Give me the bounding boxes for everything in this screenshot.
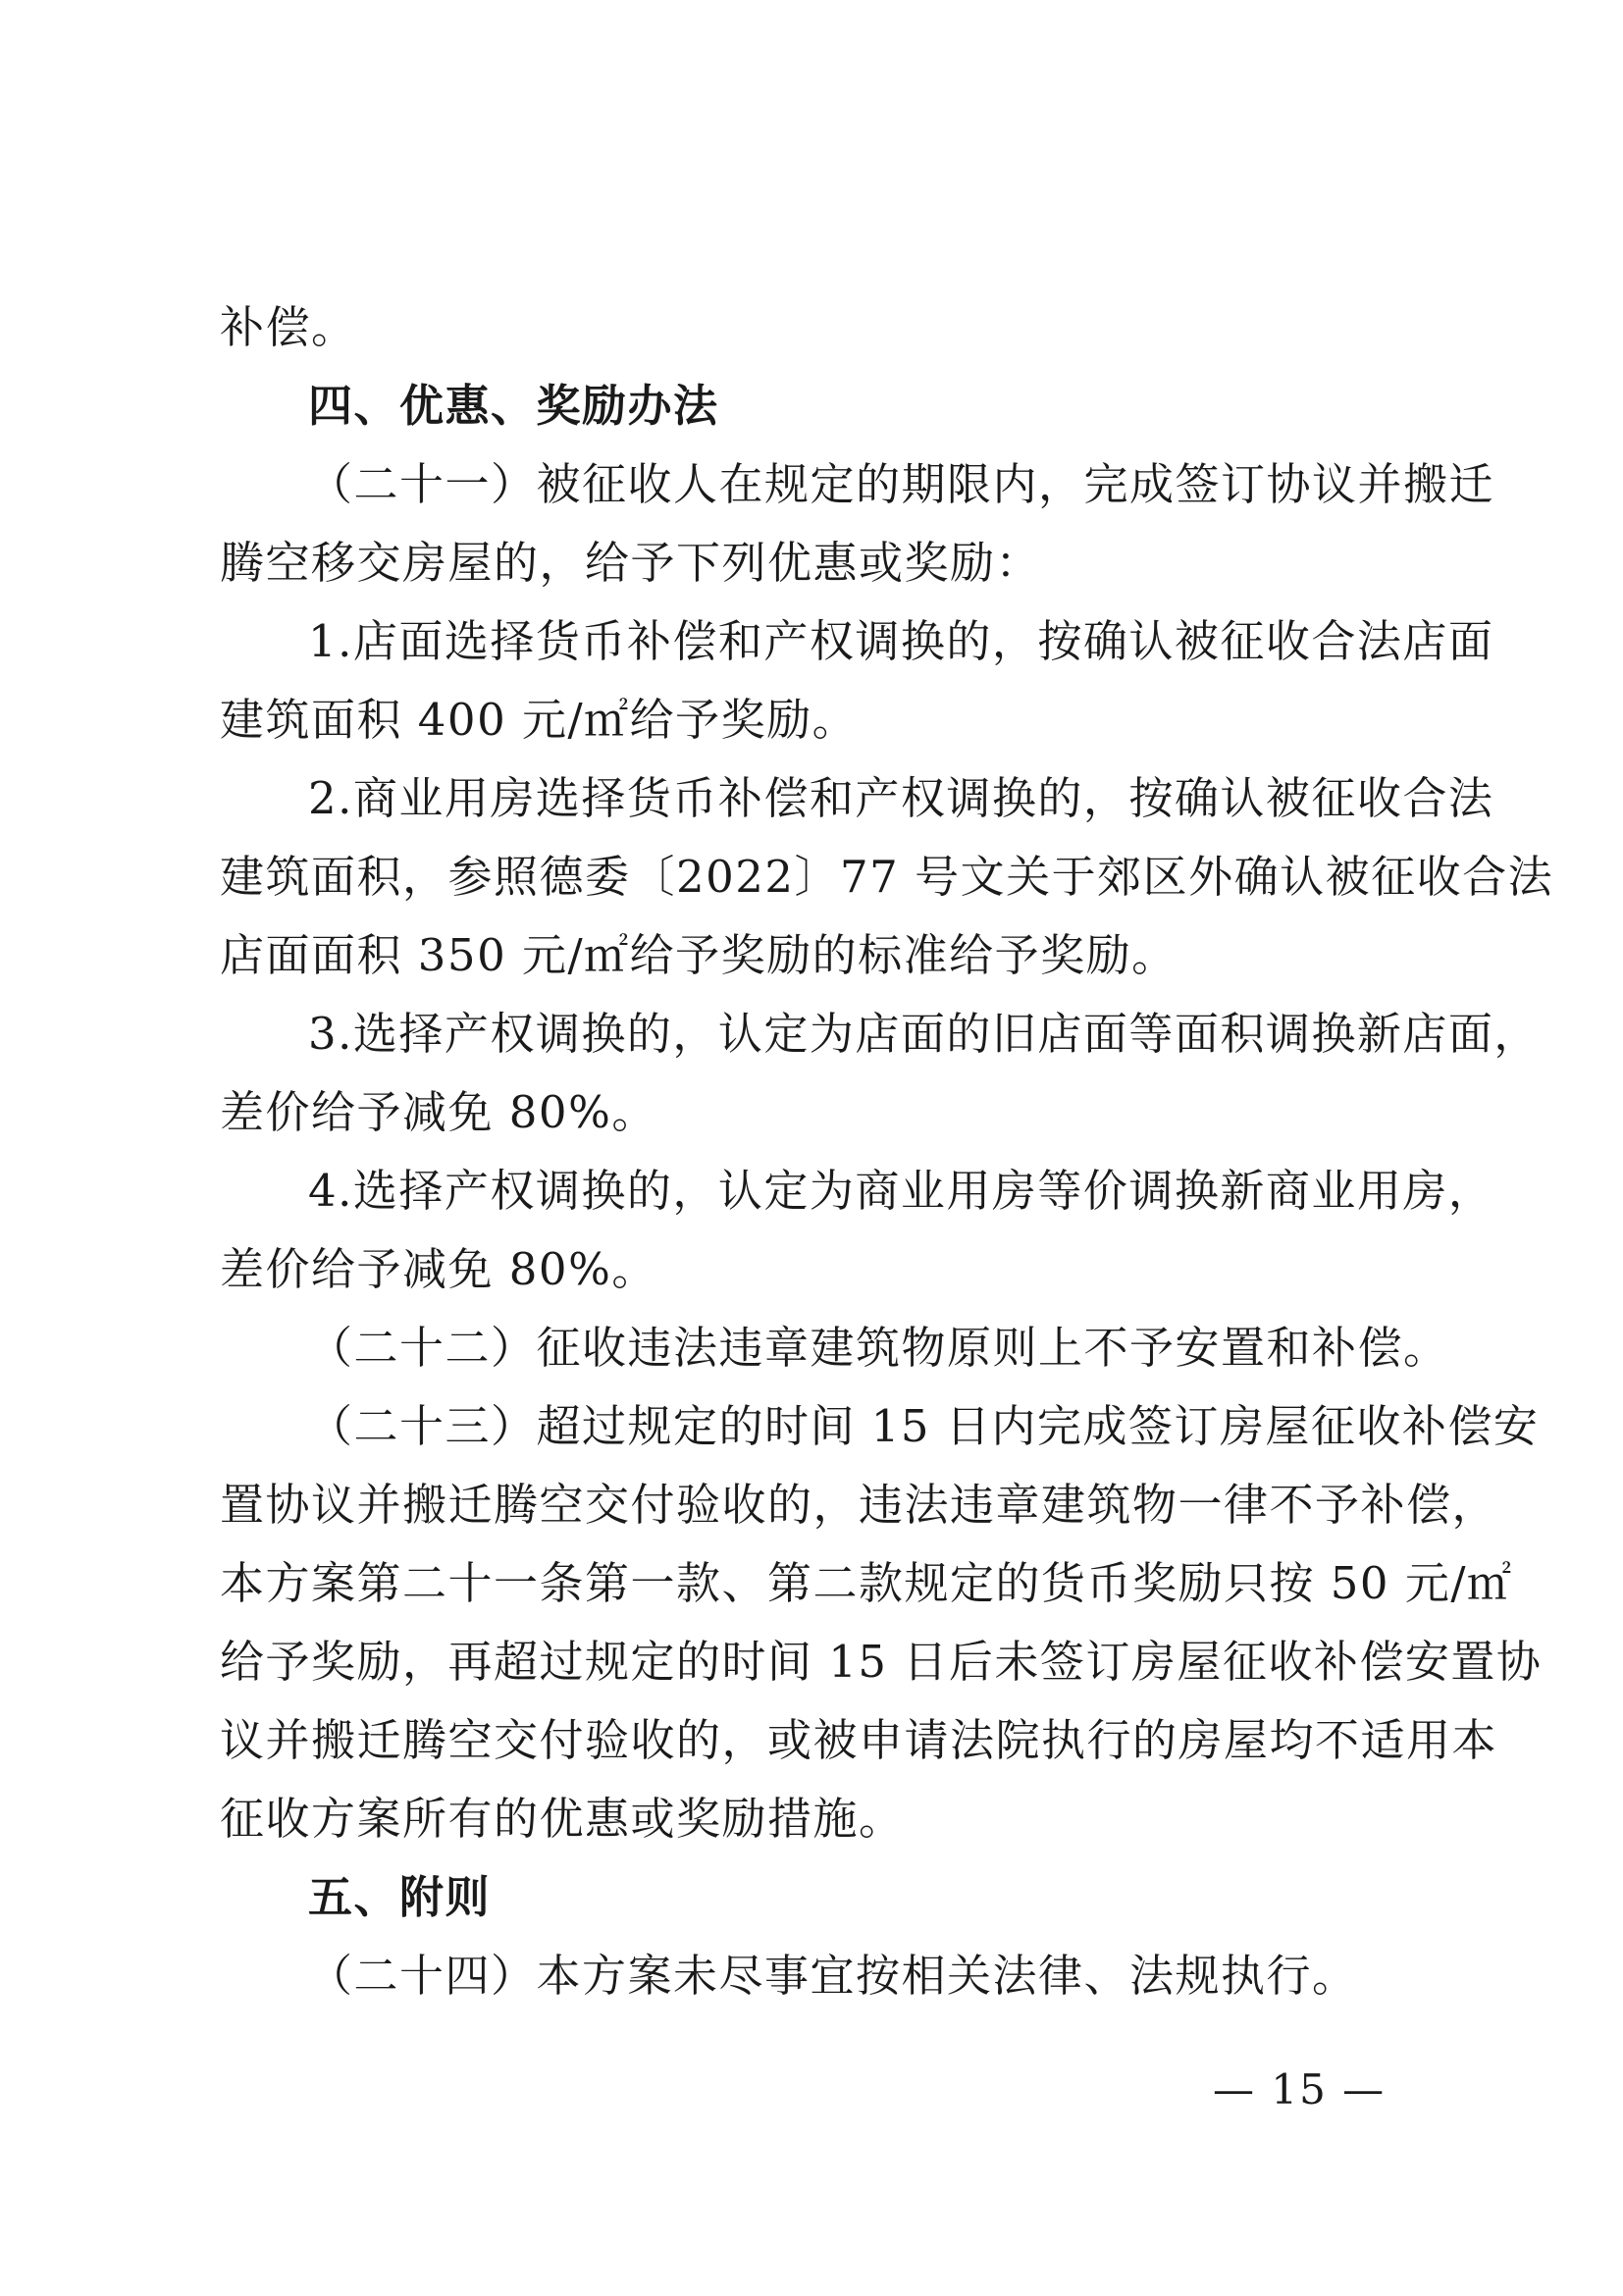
paragraph-line: 建筑面积 400 元/㎡给予奖励。 <box>220 694 859 746</box>
paragraph-line: 差价给予减免 80%。 <box>220 1243 657 1295</box>
paragraph-line: 补偿。 <box>220 301 357 353</box>
paragraph-line: （二十四）本方案未尽事宜按相关法律、法规执行。 <box>308 1950 1358 2002</box>
paragraph-line: 建筑面积，参照德委〔2022〕77 号文关于郊区外确认被征收合法 <box>220 851 1554 903</box>
paragraph-line: 议并搬迁腾空交付验收的，或被申请法院执行的房屋均不适用本 <box>220 1714 1498 1766</box>
paragraph-line: （二十一）被征收人在规定的期限内，完成签订协议并搬迁 <box>308 458 1495 510</box>
section-heading-incentives: 四、优惠、奖励办法 <box>308 380 719 432</box>
paragraph-line: 1.店面选择货币补偿和产权调换的，按确认被征收合法店面 <box>308 615 1494 667</box>
paragraph-line: 给予奖励，再超过规定的时间 15 日后未签订房屋征收补偿安置协 <box>220 1636 1543 1688</box>
paragraph-line: （二十三）超过规定的时间 15 日内完成签订房屋征收补偿安 <box>308 1400 1540 1452</box>
document-body <box>220 288 1554 2015</box>
section-heading-appendix: 五、附则 <box>308 1871 492 1923</box>
paragraph-line: 征收方案所有的优惠或奖励措施。 <box>220 1793 905 1845</box>
paragraph-line: 本方案第二十一条第一款、第二款规定的货币奖励只按 50 元/㎡ <box>220 1557 1513 1609</box>
paragraph-line: 4.选择产权调换的，认定为商业用房等价调换新商业用房， <box>308 1165 1494 1217</box>
paragraph-line: 腾空移交房屋的，给予下列优惠或奖励： <box>220 537 1042 589</box>
paragraph-line: 2.商业用房选择货币补偿和产权调换的，按确认被征收合法 <box>308 772 1494 824</box>
paragraph-line: 差价给予减免 80%。 <box>220 1086 657 1138</box>
paragraph-line: （二十二）征收违法违章建筑物原则上不予安置和补偿。 <box>308 1322 1449 1374</box>
paragraph-line: 3.选择产权调换的，认定为店面的旧店面等面积调换新店面， <box>308 1008 1540 1060</box>
page-number: — 15 — <box>1213 2065 1387 2113</box>
paragraph-line: 店面面积 350 元/㎡给予奖励的标准给予奖励。 <box>220 929 1178 981</box>
paragraph-line: 置协议并搬迁腾空交付验收的，违法违章建筑物一律不予补偿， <box>220 1479 1498 1531</box>
